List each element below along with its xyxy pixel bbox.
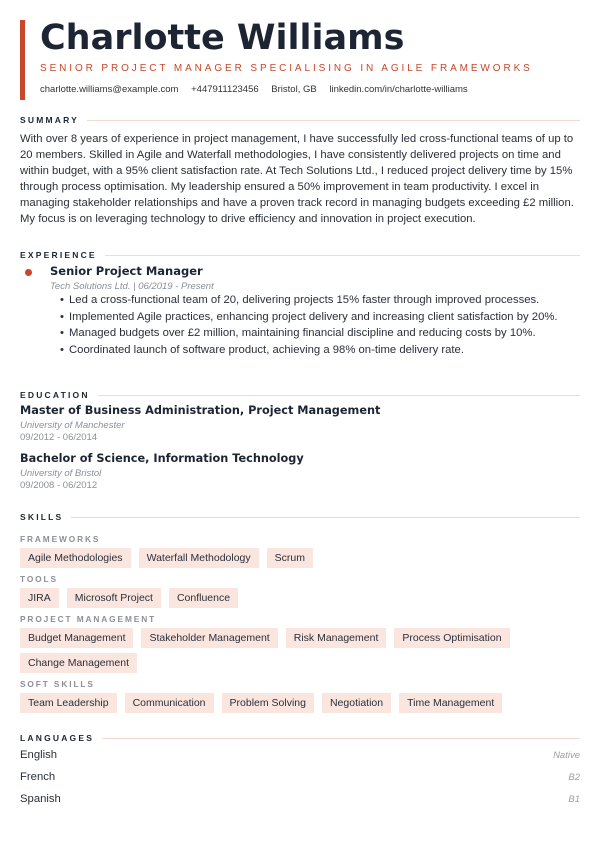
language-level: Native (553, 750, 580, 761)
education-school: University of Bristol (20, 468, 102, 479)
education-degree: Bachelor of Science, Information Technology (20, 452, 304, 465)
section-rule (20, 738, 580, 739)
section-heading-experience (20, 250, 580, 262)
section-heading-languages (20, 733, 580, 745)
section-heading-skills (20, 512, 580, 524)
accent-bar (20, 20, 25, 100)
skill-tag: Time Management (399, 693, 502, 713)
skill-tags-soft-skills (20, 693, 580, 713)
list-item: • Implemented Agile practices, enhancing project delivery and increasing client satisfaction by 20%. (60, 309, 558, 326)
education-dates: 09/2012 - 06/2014 (20, 432, 98, 443)
section-label: SUMMARY (20, 115, 87, 125)
language-level: B1 (568, 794, 580, 805)
education-dates: 09/2008 - 06/2012 (20, 480, 98, 491)
skill-tags-project-management (20, 628, 580, 673)
language-name: Spanish (20, 793, 61, 805)
section-label: EXPERIENCE (20, 250, 105, 260)
skill-tag: Stakeholder Management (141, 628, 277, 648)
skill-tag: Change Management (20, 653, 137, 673)
skill-tag: Problem Solving (222, 693, 314, 713)
skill-tags-tools (20, 588, 580, 608)
section-rule (20, 517, 580, 518)
skill-category-label: FRAMEWORKS (20, 534, 101, 544)
timeline-dot (25, 269, 32, 276)
section-label: LANGUAGES (20, 733, 102, 743)
education-degree: Master of Business Administration, Project Management (20, 404, 381, 417)
experience-meta: Tech Solutions Ltd. | 06/2019 - Present (50, 281, 214, 292)
contact-phone[interactable]: +447911123456 (191, 84, 259, 95)
skill-tags-frameworks (20, 548, 580, 568)
skill-tag: Microsoft Project (67, 588, 161, 608)
skill-tag: JIRA (20, 588, 59, 608)
contact-location: Bristol, GB (271, 84, 317, 95)
skill-tag: Negotiation (322, 693, 391, 713)
skill-tag: Waterfall Methodology (139, 548, 259, 568)
education-entry (20, 404, 380, 443)
language-name: English (20, 749, 58, 761)
skill-category-label: PROJECT MANAGEMENT (20, 614, 157, 624)
skill-tag: Confluence (169, 588, 238, 608)
section-rule (20, 120, 580, 121)
language-name: French (20, 771, 56, 783)
skill-tag: Agile Methodologies (20, 548, 131, 568)
contact-line (40, 84, 478, 95)
skill-category-label: SOFT SKILLS (20, 679, 95, 689)
skill-tag: Communication (125, 693, 214, 713)
skill-category-label: TOOLS (20, 574, 58, 584)
section-heading-education (20, 390, 580, 402)
section-heading-summary (20, 115, 580, 127)
skill-tag: Process Optimisation (394, 628, 509, 648)
candidate-title: SENIOR PROJECT MANAGER SPECIALISING IN AGILE FRAMEWORKS (40, 63, 533, 74)
experience-role: Senior Project Manager (50, 264, 203, 278)
section-label: SKILLS (20, 512, 71, 522)
list-item: • Managed budgets over £2 million, maintaining financial discipline and reducing costs by 10%. (60, 325, 558, 342)
language-row (20, 749, 580, 765)
section-rule (20, 395, 580, 396)
skill-tag: Team Leadership (20, 693, 117, 713)
education-school: University of Manchester (20, 420, 125, 431)
language-level: B2 (568, 772, 580, 783)
contact-email[interactable]: charlotte.williams@example.com (40, 84, 179, 95)
list-item: • Led a cross-functional team of 20, delivering projects 15% faster through improved processes. (60, 292, 558, 309)
skill-tag: Budget Management (20, 628, 133, 648)
skill-tag: Scrum (267, 548, 313, 568)
summary-text: With over 8 years of experience in project management, I have successfully led cross-functional teams of up to 20 members. Skilled in Agile and Waterfall methodologies, I have consistently delivered projects on time and within budget, with a 95% client satisfaction rate. At Tech Solutions Ltd., I reduced project delivery time by 15% through process optimisation. My leadership ensured a 50% improvement in team productivity. I excel in managing stakeholder relationships and have a proven track record in managing budgets exceeding £2 million. My focus is on leveraging technology to drive efficiency and innovation in project execution. (20, 133, 574, 225)
language-row (20, 793, 580, 809)
experience-bullets (60, 292, 558, 358)
language-row (20, 771, 580, 787)
section-label: EDUCATION (20, 390, 98, 400)
list-item: • Coordinated launch of software product, achieving a 98% on-time delivery rate. (60, 342, 558, 359)
education-entry (20, 452, 304, 491)
candidate-name: Charlotte Williams (40, 18, 405, 58)
skill-tag: Risk Management (286, 628, 387, 648)
contact-linkedin[interactable]: linkedin.com/in/charlotte-williams (329, 84, 468, 95)
